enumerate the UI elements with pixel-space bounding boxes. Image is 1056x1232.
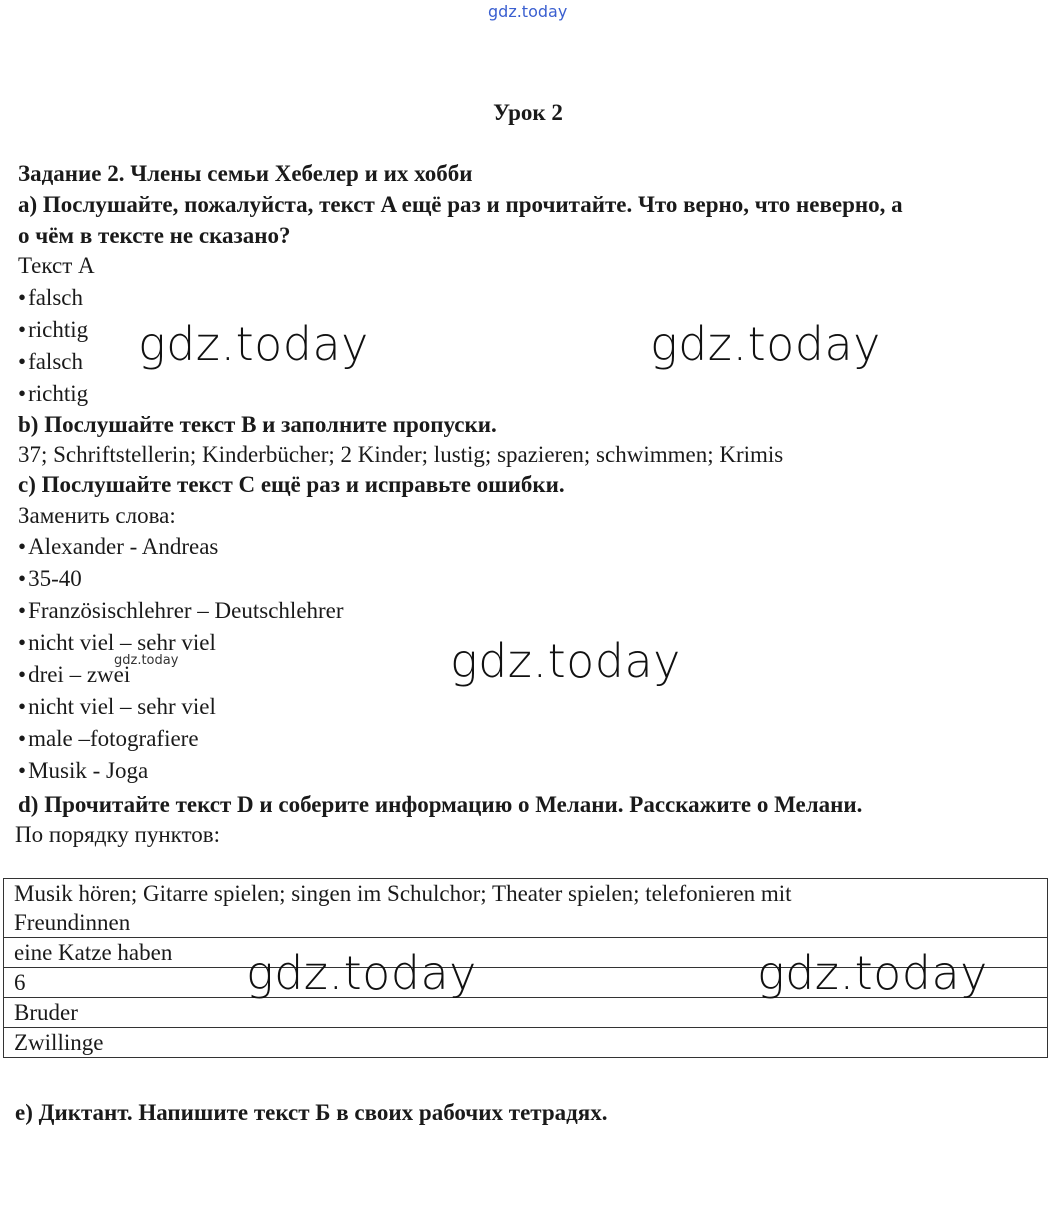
part-c-item: • nicht viel – sehr viel [18,694,216,720]
part-e-heading: e) Диктант. Напишите текст Б в своих рабочих тетрадях. [15,1100,608,1125]
part-b-heading: b) Послушайте текст B и заполните пропуски. [18,412,497,437]
table-cell: eine Katze haben [4,938,1048,968]
part-c-item: • nicht viel – sehr viel [18,630,216,656]
watermark-top: gdz.today [488,2,568,21]
watermark: gdz.today [450,634,681,688]
table-cell: Bruder [4,998,1048,1028]
part-a-label: Текст A [18,253,95,278]
part-c-item: • Französischlehrer – Deutschlehrer [18,598,344,624]
watermark: gdz.today [246,946,477,1000]
part-a-item: • falsch [18,285,83,311]
table-cell [4,879,1048,938]
table-cell: Zwillinge [4,1028,1048,1058]
watermark: gdz.today [757,946,988,1000]
table-cell-line: Freundinnen [14,910,131,935]
part-a-item: • falsch [18,349,83,375]
part-c-label: Заменить слова: [18,503,176,528]
watermark: gdz.today [138,317,369,371]
part-a-heading-2: о чём в тексте не сказано? [18,223,291,248]
part-a-item: • richtig [18,381,88,407]
part-c-item: • Musik - Joga [18,758,148,784]
watermark-small: gdz.today [114,653,179,668]
part-d-heading: d) Прочитайте текст D и соберите информацию о Мелани. Расскажите о Мелани. [18,792,863,817]
table-row [4,879,1048,938]
part-c-item: • male –fotografiere [18,726,199,752]
part-c-heading: c) Послушайте текст C ещё раз и исправьте ошибки. [18,472,565,497]
part-c-item: • 35-40 [18,566,82,592]
part-b-answer: 37; Schriftstellerin; Kinderbücher; 2 Kinder; lustig; spazieren; schwimmen; Krimis [18,442,784,467]
part-a-heading-1: а) Послушайте, пожалуйста, текст A ещё раз и прочитайте. Что верно, что неверно, а [18,192,903,217]
table-cell: 6 [4,968,1048,998]
table-cell-line: Musik hören; Gitarre spielen; singen im Schulchor; Theater spielen; telefonieren mit [14,881,792,906]
part-a-item: • richtig [18,317,88,343]
part-d-label: По порядку пунктов: [15,822,221,847]
part-c-item: • drei – zwei [18,662,130,688]
task-heading: Задание 2. Члены семьи Хебелер и их хобби [18,161,473,186]
page-title: Урок 2 [493,100,563,125]
table-row [4,1028,1048,1058]
part-c-item: • Alexander - Andreas [18,534,218,560]
watermark: gdz.today [650,317,881,371]
table-row [4,998,1048,1028]
